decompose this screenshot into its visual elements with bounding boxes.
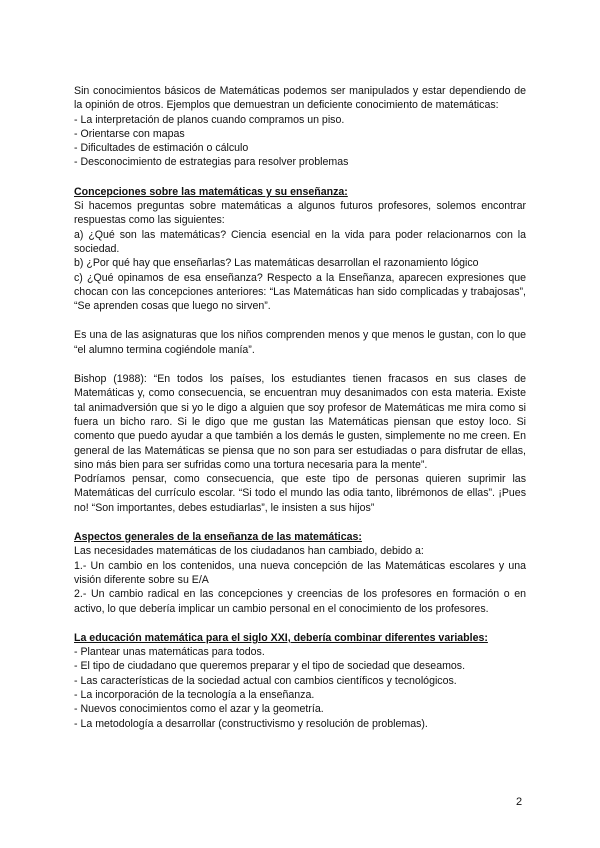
bishop-quote: Bishop (1988): “En todos los países, los estudiantes tienen fracasos en sus clases de Matemáticas y, como consecuencia, se encuentran muy desanimados con esta materia. Existe tal animadversión que si yo le digo a alguien que soy profesor de Matemáticas me mira como si fuera un bicho raro. Si le digo que me gustan las Matemáticas piensan que estoy loco. Si comento que puedo ayudar a que también a los demás le gusten, simplemente no me creen. En general de las Matemáticas se piensa que no son para ser estudiadas o para disfrutar de ellas, sino más bien para ser sufridas como una tortura necesaria para la mente”.	[74, 373, 526, 471]
siglo-xxi-list-item: - Las características de la sociedad actual con cambios científicos y tecnológicos.	[74, 674, 457, 687]
intro-list-item: - La interpretación de planos cuando compramos un piso.	[74, 113, 345, 126]
intro-paragraph: Sin conocimientos básicos de Matemáticas podemos ser manipulados y estar dependiendo de la opinión de otros. Ejemplos que demuestran un deficiente conocimiento de matemáticas:	[74, 85, 526, 112]
siglo-xxi-list-item: - La metodología a desarrollar (constructivismo y resolución de problemas).	[74, 717, 428, 730]
bishop-followup: Podríamos pensar, como consecuencia, que este tipo de personas quieren suprimir las Matemáticas del currículo escolar. “Si todo el mundo las odia tanto, librémonos de ellas”. ¡Pues no! “Son importantes, debes estudiarlas”, le insisten a sus hijos”	[74, 473, 526, 514]
intro-list-item: - Orientarse con mapas	[74, 127, 185, 140]
aspectos-item-2: 2.- Un cambio radical en las concepciones y creencias de los profesores en formación o en activo, lo que debería implicar un cambio personal en el conocimiento de los profesores.	[74, 588, 526, 615]
siglo-xxi-list-item: - La incorporación de la tecnología a la enseñanza.	[74, 688, 315, 701]
page-content	[74, 84, 526, 731]
spacer	[74, 357, 526, 372]
concepciones-intro: Si hacemos preguntas sobre matemáticas a algunos futuros profesores, solemos encontrar respuestas como las siguientes:	[74, 200, 526, 227]
spacer	[74, 616, 526, 631]
spacer	[74, 170, 526, 185]
aspectos-item-1: 1.- Un cambio en los contenidos, una nueva concepción de las Matemáticas escolares y una visión diferente sobre su E/A	[74, 559, 526, 586]
concepciones-item-b: b) ¿Por qué hay que enseñarlas? Las matemáticas desarrollan el razonamiento lógico	[74, 257, 479, 270]
intro-list-item: - Desconocimiento de estrategias para resolver problemas	[74, 156, 349, 169]
siglo-xxi-list-item: - El tipo de ciudadano que queremos preparar y el tipo de sociedad que deseamos.	[74, 660, 466, 673]
section-heading-concepciones: Concepciones sobre las matemáticas y su enseñanza:	[74, 185, 348, 198]
aspectos-intro: Las necesidades matemáticas de los ciudadanos han cambiado, debido a:	[74, 545, 424, 558]
siglo-xxi-list-item: - Plantear unas matemáticas para todos.	[74, 646, 265, 659]
asignatura-paragraph: Es una de las asignaturas que los niños comprenden menos y que menos le gustan, con lo que “el alumno termina cogiéndole manía”.	[74, 329, 526, 356]
spacer	[74, 313, 526, 328]
intro-list-item: - Dificultades de estimación o cálculo	[74, 142, 249, 155]
section-heading-aspectos: Aspectos generales de la enseñanza de las matemáticas:	[74, 531, 362, 544]
concepciones-item-c: c) ¿Qué opinamos de esa enseñanza? Respecto a la Enseñanza, aparecen expresiones que chocan con las concepciones anteriores: “Las Matemáticas han sido complicadas y trabajosas”, “Se aprenden cosas que luego no sirven”.	[74, 271, 526, 313]
section-heading-siglo-xxi: La educación matemática para el siglo XXI, debería combinar diferentes variables:	[74, 631, 488, 644]
spacer	[74, 515, 526, 530]
siglo-xxi-list-item: - Nuevos conocimientos como el azar y la geometría.	[74, 703, 324, 716]
page-number: 2	[516, 796, 523, 808]
concepciones-item-a: a) ¿Qué son las matemáticas? Ciencia esencial en la vida para poder relacionarnos con la sociedad.	[74, 228, 526, 255]
